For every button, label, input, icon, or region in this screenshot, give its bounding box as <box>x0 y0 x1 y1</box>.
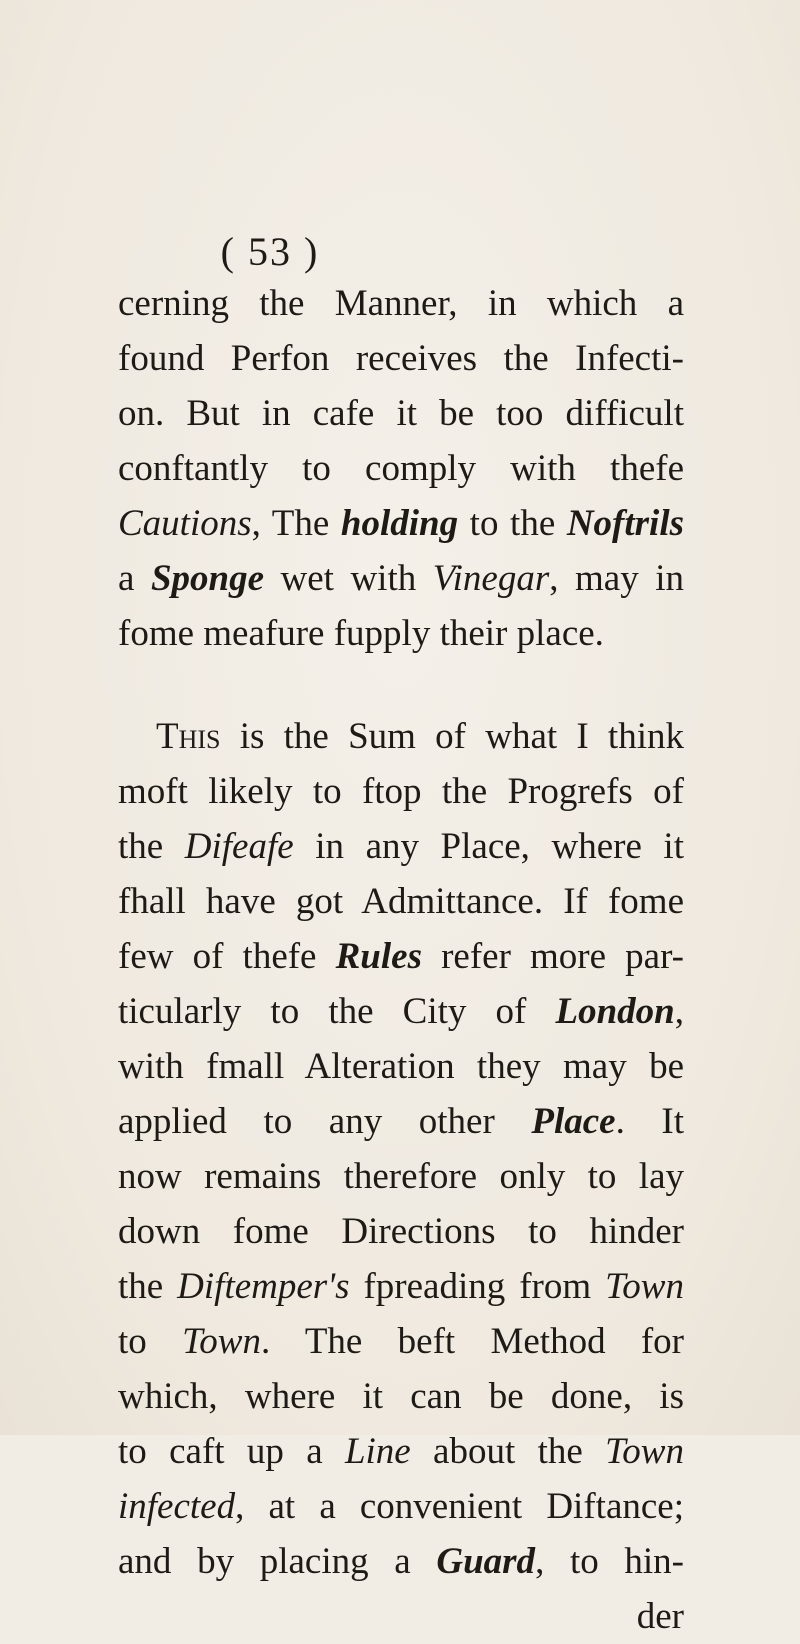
text-run: cerning the Manner, in which a <box>118 283 684 324</box>
text-run: few of thefe <box>118 936 336 977</box>
text-line <box>118 1534 684 1589</box>
paragraph-2 <box>118 709 684 1589</box>
text-line <box>118 331 684 386</box>
text-run: Guard <box>436 1541 536 1582</box>
text-line <box>118 1314 684 1369</box>
text-line <box>118 819 684 874</box>
text-run: fpreading from <box>349 1266 606 1307</box>
text-line <box>118 1039 684 1094</box>
catchword: der <box>636 1596 684 1637</box>
text-run: applied to any other <box>118 1101 532 1142</box>
text-run: Town <box>605 1266 684 1307</box>
paragraph-gap <box>118 661 684 709</box>
paragraph-1 <box>118 276 684 661</box>
text-run: to the <box>458 503 567 544</box>
text-line <box>118 551 684 606</box>
text-run: Sponge <box>150 558 265 599</box>
body-text <box>118 276 684 1644</box>
text-run: holding <box>340 503 459 544</box>
text-line <box>118 1094 684 1149</box>
text-run: and by placing a <box>118 1541 437 1582</box>
text-run: . It <box>615 1101 684 1142</box>
text-run: Line <box>344 1431 411 1472</box>
text-line <box>118 606 684 661</box>
text-run: This <box>156 716 221 757</box>
text-run: Town <box>182 1321 261 1362</box>
text-run: , The <box>251 503 341 544</box>
text-line <box>118 496 684 551</box>
text-run: Diftemper's <box>177 1266 350 1307</box>
text-run: , at a convenient Diftance; <box>235 1486 684 1527</box>
text-line <box>118 929 684 984</box>
text-run: fome meafure fupply their place. <box>118 613 604 654</box>
text-line <box>118 1424 684 1479</box>
text-line <box>118 874 684 929</box>
text-run: Difeafe <box>184 826 294 867</box>
text-run: moft likely to ftop the Progrefs of <box>118 771 684 812</box>
text-run: London <box>555 991 675 1032</box>
text-run: Vinegar <box>432 558 550 599</box>
text-line <box>118 709 684 764</box>
text-line <box>118 1204 684 1259</box>
text-run: the <box>118 826 185 867</box>
text-run: now remains therefore only to lay <box>118 1156 684 1197</box>
text-run: Town <box>605 1431 684 1472</box>
text-run: Noftrils <box>566 503 684 544</box>
text-run: the <box>118 1266 178 1307</box>
text-run: conftantly to comply with thefe <box>118 448 684 489</box>
text-run: about the <box>410 1431 606 1472</box>
text-run: in any Place, where it <box>293 826 684 867</box>
text-run: , to hin- <box>535 1541 684 1582</box>
text-line <box>118 1149 684 1204</box>
text-run: wet with <box>264 558 433 599</box>
page-number: ( 53 ) <box>220 229 320 274</box>
text-run: which, where it can be done, is <box>118 1376 684 1417</box>
text-run: Rules <box>335 936 422 977</box>
text-run: , may in <box>549 558 684 599</box>
text-run: Place <box>531 1101 616 1142</box>
text-run: , <box>674 991 684 1032</box>
text-line <box>118 386 684 441</box>
text-run: down fome Directions to hinder <box>118 1211 684 1252</box>
text-line <box>118 1369 684 1424</box>
text-line <box>118 1259 684 1314</box>
text-line <box>118 276 684 331</box>
text-run: to caft up a <box>118 1431 345 1472</box>
text-run: a <box>118 558 151 599</box>
text-run: is the Sum of what I think <box>220 716 684 757</box>
text-run: ticularly to the City of <box>118 991 556 1032</box>
text-run: refer more par- <box>421 936 684 977</box>
text-line <box>118 984 684 1039</box>
text-run: found Perfon receives the Infecti- <box>118 338 684 379</box>
text-run: . The beft Method for <box>260 1321 685 1362</box>
text-run: to <box>118 1321 183 1362</box>
text-run: with fmall Alteration they may be <box>118 1046 684 1087</box>
text-run: fhall have got Admittance. If fome <box>118 881 684 922</box>
text-line <box>118 764 684 819</box>
text-line <box>118 1479 684 1534</box>
text-run: infected <box>118 1486 236 1527</box>
text-run: Cautions <box>118 503 252 544</box>
text-line <box>118 441 684 496</box>
text-run: on. But in cafe it be too difficult <box>118 393 684 434</box>
